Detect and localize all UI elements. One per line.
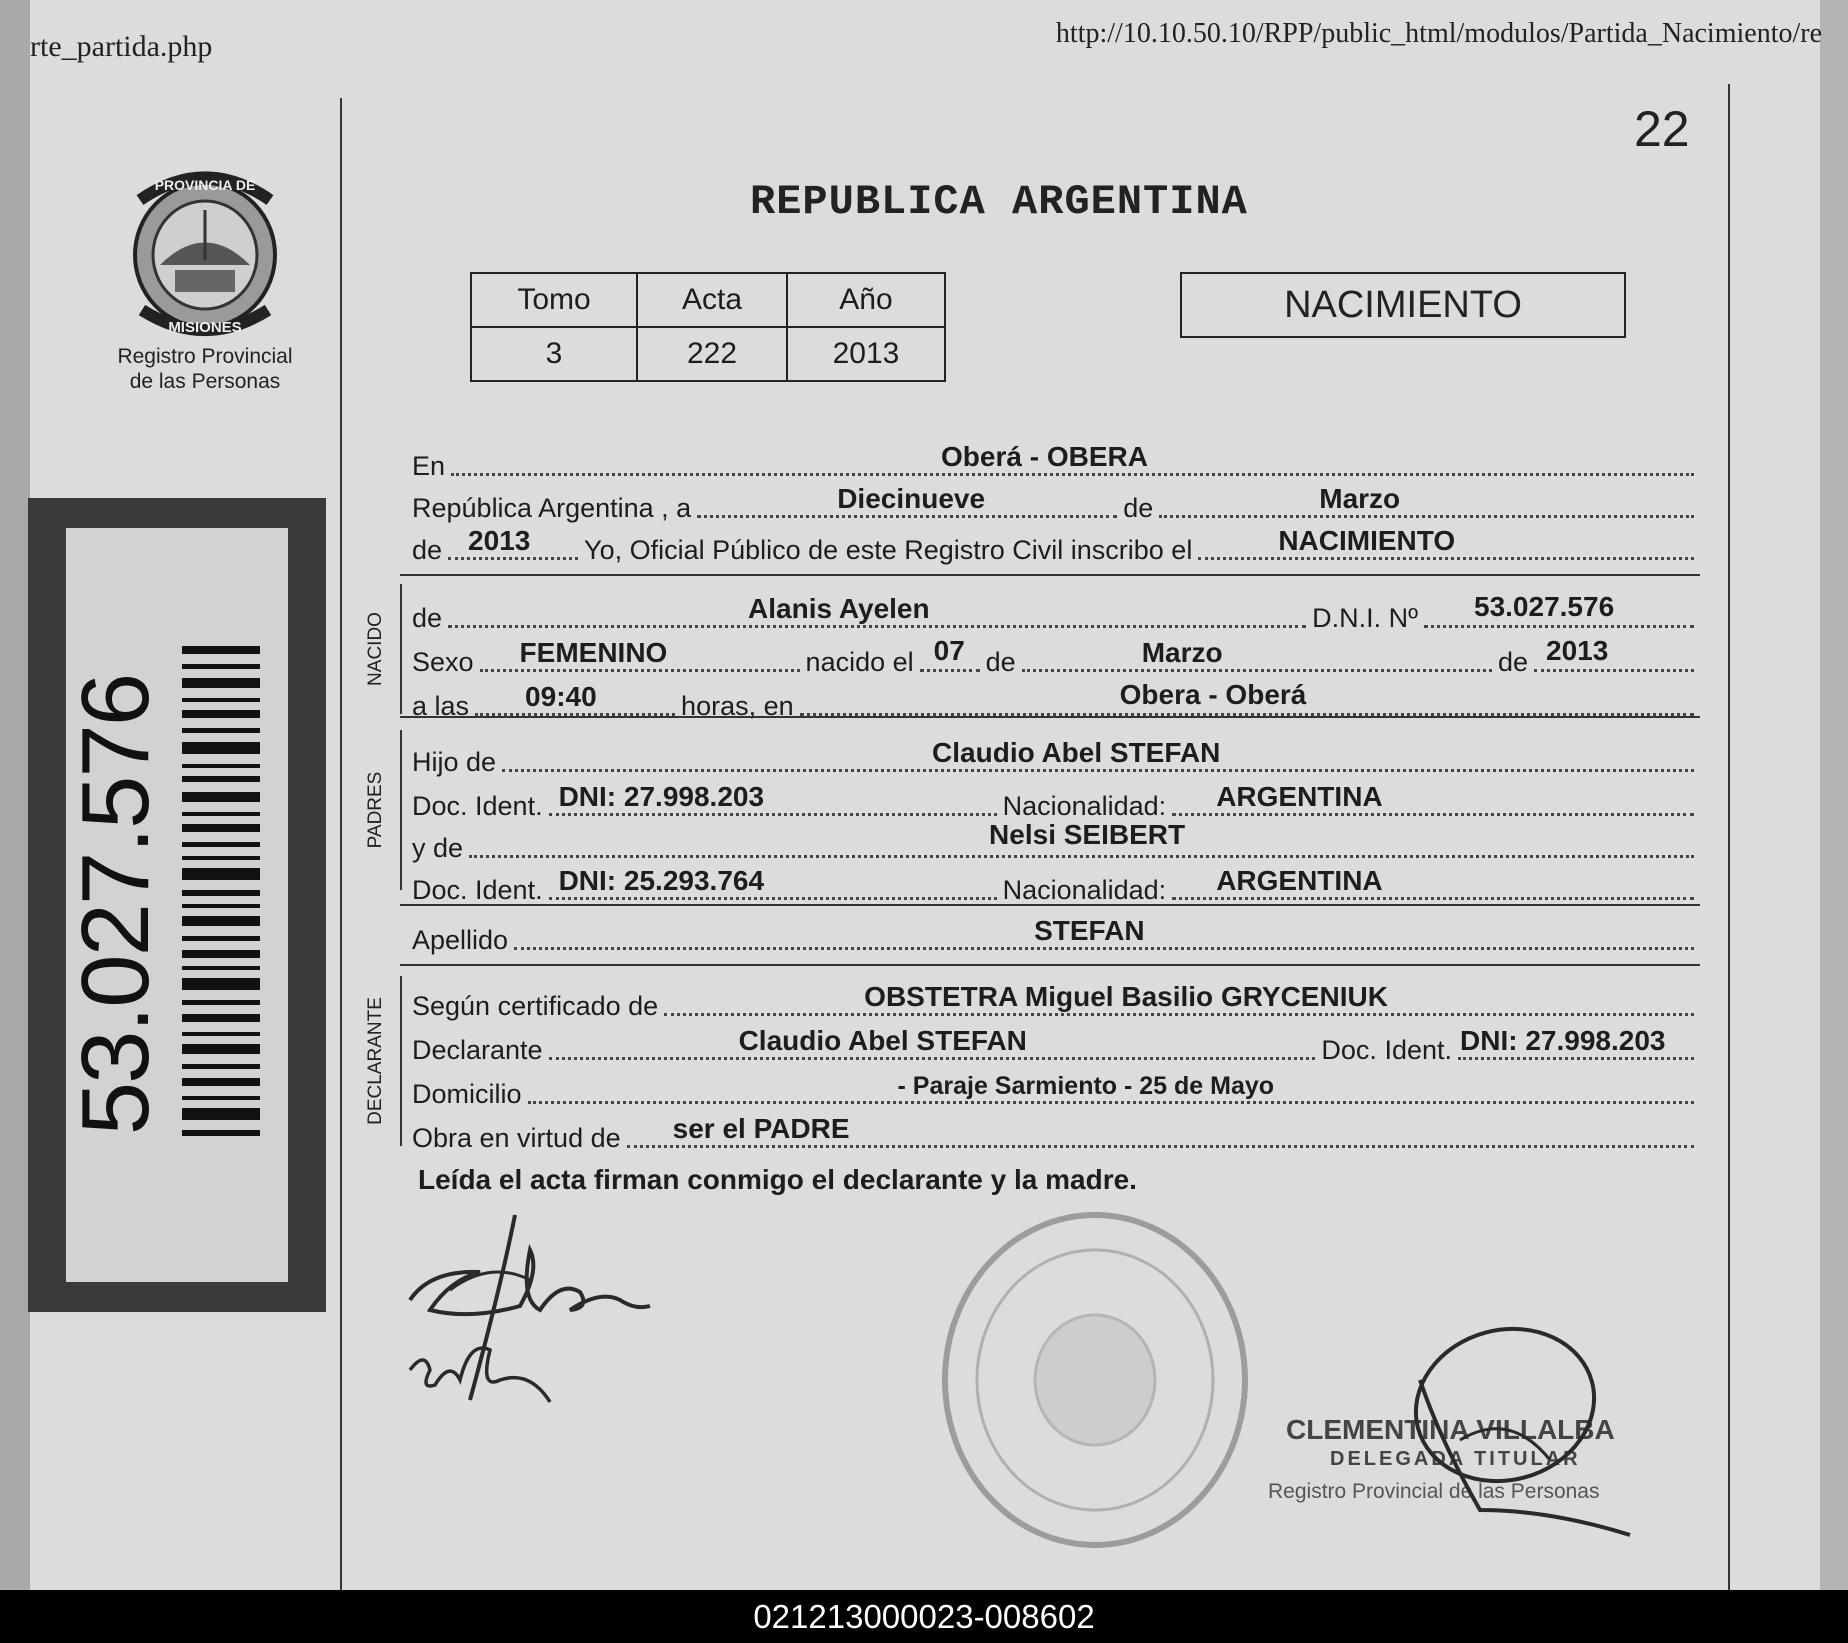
declarante-row-obra	[412, 1112, 1700, 1156]
value-anio-nacido: 2013	[1546, 635, 1609, 666]
label-nacionalidad-padre: Nacionalidad:	[1002, 791, 1167, 821]
label-sexo: Sexo	[412, 647, 474, 677]
section-label-declarante: DECLARANTE	[365, 997, 386, 1125]
separator	[400, 904, 1700, 906]
nacido-row-sexo	[412, 636, 1700, 680]
separator	[400, 574, 1700, 576]
acta-row-fecha	[412, 482, 1700, 526]
value-anio-acta: 2013	[468, 525, 531, 556]
value-madre: Nelsi SEIBERT	[989, 819, 1186, 850]
value-inscribo: NACIMIENTO	[1278, 525, 1456, 556]
value-obra: ser el PADRE	[672, 1113, 850, 1144]
label-obra-en-virtud: Obra en virtud de	[412, 1123, 621, 1153]
padres-row-madre	[412, 819, 1700, 866]
value-tomo: 3	[471, 327, 637, 381]
padres-row-padre-doc	[412, 780, 1700, 824]
barcode-label	[62, 528, 288, 1282]
apellido-row	[412, 914, 1700, 958]
padres-row-madre-doc	[412, 864, 1700, 908]
label-de-2: de	[412, 535, 443, 565]
value-mes-acta: Marzo	[1319, 483, 1401, 514]
logo-caption	[100, 344, 310, 394]
section-bar	[400, 730, 402, 890]
value-padre-doc: DNI: 27.998.203	[558, 781, 765, 812]
logo-caption-line1: Registro Provincial	[117, 345, 293, 368]
label-nacionalidad-madre: Nacionalidad:	[1002, 875, 1167, 905]
label-inscribo: Yo, Oficial Público de este Registro Civil inscribo el	[584, 535, 1193, 565]
header-url: http://10.10.50.10/RPP/public_html/modulos/Partida_Nacimiento/re	[1055, 18, 1822, 49]
label-de-1: de	[1123, 493, 1154, 523]
delegate-signature-icon	[1400, 1320, 1640, 1550]
label-dni-nacido: D.N.I. Nº	[1312, 603, 1418, 633]
value-declarante-doc: DNI: 27.998.203	[1460, 1025, 1666, 1056]
province-seal-icon	[120, 160, 290, 340]
svg-text:PROVINCIA DE: PROVINCIA DE	[154, 177, 256, 193]
registry-table	[470, 272, 946, 382]
section-label-padres: PADRES	[365, 771, 386, 849]
mother-signature-icon	[400, 1330, 570, 1420]
form-left-border	[340, 98, 342, 1590]
value-lugar-acta: Oberá - OBERA	[941, 441, 1148, 472]
label-y-de: y de	[412, 833, 464, 863]
page-left-edge	[0, 0, 30, 1590]
value-hora: 09:40	[525, 681, 597, 712]
separator	[400, 716, 1700, 718]
label-de-anio: de	[1497, 647, 1528, 677]
page-right-edge	[1820, 0, 1848, 1590]
svg-text:MISIONES: MISIONES	[168, 319, 242, 336]
header-filename: rte_partida.php	[30, 30, 213, 63]
label-republica: República Argentina , a	[412, 493, 692, 523]
value-nombre-nacido: Alanis Ayelen	[748, 593, 930, 624]
value-padre-nac: ARGENTINA	[1216, 781, 1383, 812]
padres-row-padre	[412, 736, 1700, 780]
value-declarante: Claudio Abel STEFAN	[738, 1025, 1027, 1056]
acta-row-en	[412, 440, 1700, 484]
section-bar	[400, 584, 402, 714]
acta-row-inscribo	[412, 524, 1700, 568]
separator	[400, 964, 1700, 966]
label-de-mes: de	[985, 647, 1016, 677]
vertical-dni-number: 53.027.576	[62, 674, 169, 1136]
stamp-name: CLEMENTINA VILLALBA	[1286, 1414, 1615, 1445]
record-type-box: NACIMIENTO	[1180, 272, 1626, 338]
label-segun-certificado: Según certificado de	[412, 991, 659, 1021]
label-doc-ident-padre: Doc. Ident.	[412, 791, 543, 821]
declarante-row-certificado	[412, 980, 1700, 1024]
registry-seal-icon	[920, 1200, 1270, 1560]
label-a-las: a las	[412, 691, 470, 721]
stamp-title: DELEGADA TITULAR	[1330, 1448, 1581, 1470]
label-hijo-de: Hijo de	[412, 747, 497, 777]
value-anio: 2013	[787, 327, 945, 381]
form-right-border	[1728, 84, 1730, 1590]
barcode-icon	[182, 646, 260, 1146]
label-en: En	[412, 451, 446, 481]
value-sexo: FEMENINO	[519, 637, 668, 668]
logo-caption-line2: de las Personas	[129, 370, 281, 393]
label-de-nacido: de	[412, 603, 443, 633]
label-horas-en: horas, en	[681, 691, 794, 721]
nacido-row-nombre	[412, 592, 1700, 636]
label-doc-ident-madre: Doc. Ident.	[412, 875, 543, 905]
declarante-row-nombre	[412, 1024, 1700, 1068]
page-number: 22	[1634, 101, 1690, 157]
section-bar	[400, 976, 402, 1146]
declarante-row-domicilio	[412, 1068, 1700, 1112]
label-nacido-el: nacido el	[805, 647, 914, 677]
label-declarante: Declarante	[412, 1035, 543, 1065]
label-domicilio: Domicilio	[412, 1079, 522, 1109]
header-anio: Año	[787, 273, 945, 327]
label-doc-ident-declarante: Doc. Ident.	[1321, 1035, 1452, 1065]
closing-statement: Leída el acta firman conmigo el declarante y la madre.	[418, 1164, 1137, 1195]
value-certificado: OBSTETRA Miguel Basilio GRYCENIUK	[864, 981, 1388, 1012]
value-madre-nac: ARGENTINA	[1216, 865, 1383, 896]
header-tomo: Tomo	[471, 273, 637, 327]
value-dia-nacido: 07	[933, 635, 965, 666]
section-label-nacido: NACIDO	[365, 612, 386, 686]
stamp-institution: Registro Provincial de las Personas	[1268, 1480, 1600, 1503]
value-lugar-nacimiento: Obera - Oberá	[1119, 679, 1307, 710]
page-title: REPUBLICA ARGENTINA	[750, 178, 1248, 226]
header-acta: Acta	[637, 273, 787, 327]
barcode-panel	[28, 498, 326, 1312]
value-dni-nacido: 53.027.576	[1474, 591, 1615, 622]
value-padre: Claudio Abel STEFAN	[932, 737, 1221, 768]
value-mes-nacido: Marzo	[1141, 637, 1223, 668]
label-apellido: Apellido	[412, 925, 509, 955]
value-madre-doc: DNI: 25.293.764	[558, 865, 765, 896]
value-dia-acta: Diecinueve	[837, 483, 986, 514]
value-domicilio: - Paraje Sarmiento - 25 de Mayo	[897, 1072, 1275, 1100]
footer-code: 021213000023-008602	[0, 1590, 1848, 1643]
value-apellido: STEFAN	[1034, 915, 1145, 946]
value-acta: 222	[637, 327, 787, 381]
